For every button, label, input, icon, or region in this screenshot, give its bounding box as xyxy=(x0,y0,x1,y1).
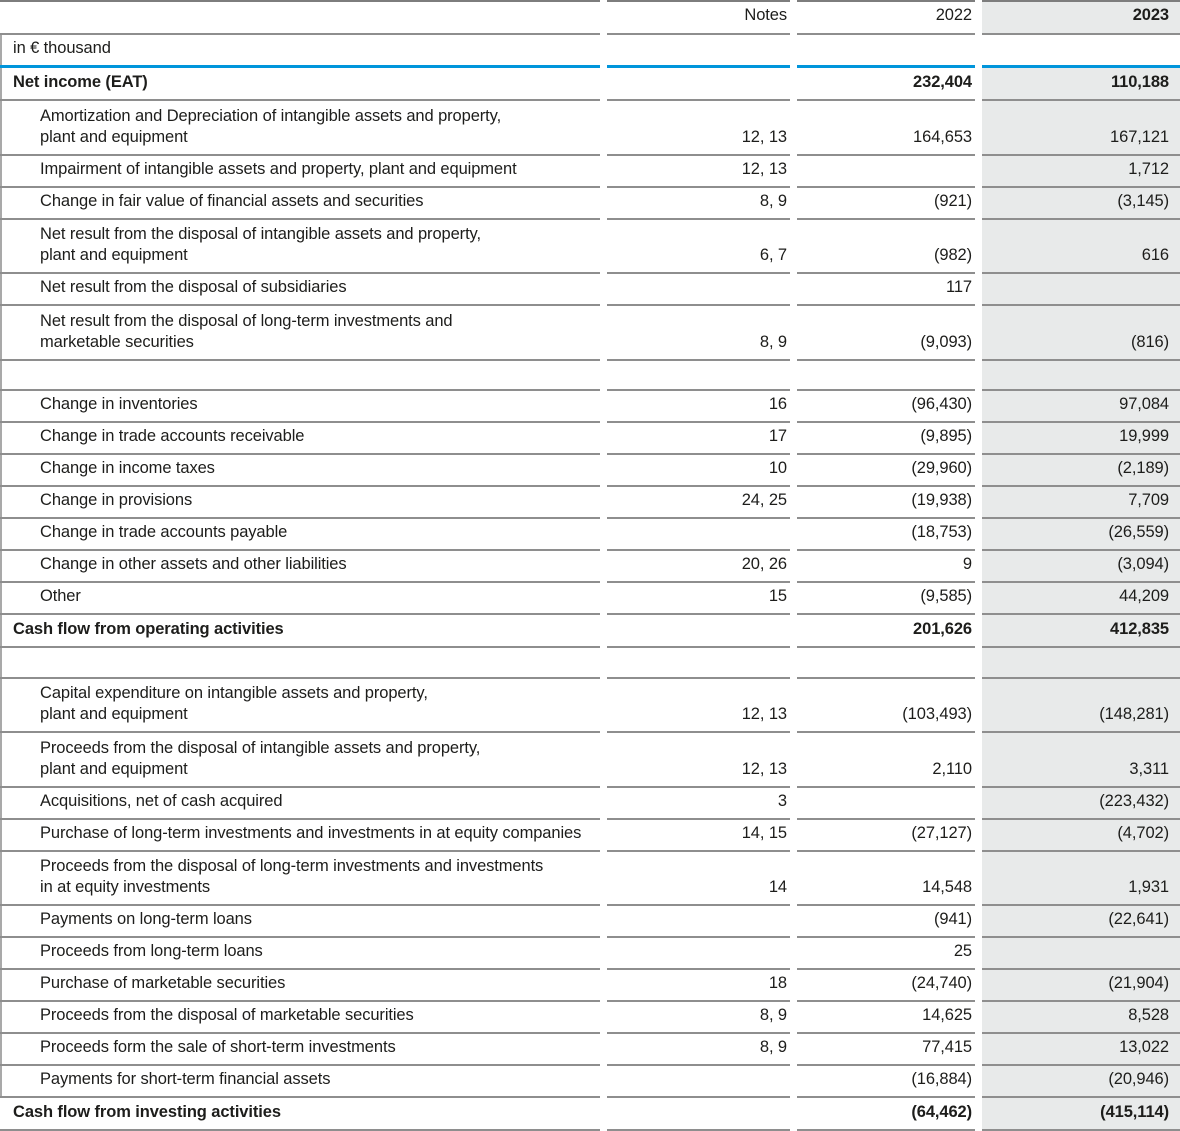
row-value-2022: (29,960) xyxy=(797,455,975,487)
row-label-lines xyxy=(40,738,480,780)
row-notes xyxy=(607,906,790,938)
row-notes: 12, 13 xyxy=(607,156,790,188)
row-label xyxy=(0,306,600,361)
row-notes: 14 xyxy=(607,852,790,907)
row-value-2023: (21,904) xyxy=(982,970,1180,1002)
row-value-2023: 7,709 xyxy=(982,487,1180,519)
row-notes: 12, 13 xyxy=(607,101,790,156)
row-label xyxy=(0,101,600,156)
row-value-2023 xyxy=(982,35,1180,68)
row-label-line: Other xyxy=(40,587,81,606)
row-label-lines xyxy=(40,586,81,607)
table-row xyxy=(0,1034,1180,1066)
row-notes xyxy=(607,68,790,101)
row-label xyxy=(0,1002,600,1034)
row-label-lines xyxy=(40,490,192,511)
table-row xyxy=(0,820,1180,852)
table-row xyxy=(0,733,1180,788)
table-row xyxy=(0,1066,1180,1098)
row-label-line: Acquisitions, net of cash acquired xyxy=(40,791,283,810)
header-notes: Notes xyxy=(607,0,790,35)
row-notes xyxy=(607,938,790,970)
row-notes: 18 xyxy=(607,970,790,1002)
row-value-2023: 616 xyxy=(982,220,1180,275)
row-label-lines xyxy=(40,394,198,415)
row-value-2023 xyxy=(982,361,1180,392)
row-label-line: Net result from the disposal of intangible assets and property, xyxy=(40,225,481,243)
table-row xyxy=(0,423,1180,455)
row-label-lines xyxy=(40,554,347,575)
row-label xyxy=(0,391,600,423)
row-label-line: marketable securities xyxy=(40,332,194,351)
row-value-2022 xyxy=(797,361,975,392)
row-notes xyxy=(607,648,790,679)
row-notes: 8, 9 xyxy=(607,306,790,361)
row-label xyxy=(0,648,600,679)
row-label-line: Change in trade accounts receivable xyxy=(40,427,305,446)
row-label xyxy=(0,455,600,487)
row-notes xyxy=(607,361,790,392)
row-value-2023: (3,145) xyxy=(982,188,1180,220)
row-label xyxy=(0,1034,600,1066)
row-value-2022: (103,493) xyxy=(797,679,975,734)
row-notes: 8, 9 xyxy=(607,188,790,220)
row-label-line: Proceeds from the disposal of intangible assets and property, xyxy=(40,738,481,757)
row-label xyxy=(0,679,600,734)
row-value-2022: 25 xyxy=(797,938,975,970)
table-spacer-row xyxy=(0,648,1180,679)
row-value-2023: 8,528 xyxy=(982,1002,1180,1034)
row-label: in € thousand xyxy=(0,35,600,68)
row-label-line: in at equity investments xyxy=(40,878,211,897)
row-label-lines xyxy=(40,426,304,447)
row-value-2023 xyxy=(982,648,1180,679)
row-label xyxy=(0,487,600,519)
row-notes: 3 xyxy=(607,788,790,820)
row-value-2023: 167,121 xyxy=(982,101,1180,156)
row-notes xyxy=(607,519,790,551)
header-2023: 2023 xyxy=(982,0,1180,35)
row-label-line: Proceeds form the sale of short-term investments xyxy=(40,1038,396,1057)
row-value-2023: 13,022 xyxy=(982,1034,1180,1066)
row-value-2023: 3,311 xyxy=(982,733,1180,788)
row-notes: 14, 15 xyxy=(607,820,790,852)
row-value-2022: 164,653 xyxy=(797,101,975,156)
row-label: Cash flow from operating activities xyxy=(0,615,600,648)
row-label xyxy=(0,788,600,820)
row-value-2022: (921) xyxy=(797,188,975,220)
row-label-lines xyxy=(40,823,581,844)
table-row xyxy=(0,679,1180,734)
row-label-line: Change in income taxes xyxy=(40,459,215,478)
row-value-2023: (3,094) xyxy=(982,551,1180,583)
row-label xyxy=(0,733,600,788)
row-value-2023: 412,835 xyxy=(982,615,1180,648)
row-label-lines xyxy=(40,791,282,812)
row-label-lines xyxy=(40,106,501,148)
row-value-2022: (64,462) xyxy=(797,1098,975,1131)
row-label-lines xyxy=(40,1069,330,1090)
row-label-line: Proceeds from the disposal of long-term investments and investments xyxy=(40,857,544,876)
row-notes: 10 xyxy=(607,455,790,487)
row-label: Net income (EAT) xyxy=(0,68,600,101)
row-label xyxy=(0,970,600,1002)
row-value-2022 xyxy=(797,156,975,188)
row-value-2023: (20,946) xyxy=(982,1066,1180,1098)
row-label-line: Proceeds from long-term loans xyxy=(40,942,263,961)
table-total-row xyxy=(0,68,1180,101)
table-row xyxy=(0,156,1180,188)
row-label xyxy=(0,820,600,852)
table-row xyxy=(0,306,1180,361)
header-2022: 2022 xyxy=(797,0,975,35)
table-row xyxy=(0,188,1180,220)
row-value-2022: 14,548 xyxy=(797,852,975,907)
row-value-2023: (816) xyxy=(982,306,1180,361)
row-value-2022: (27,127) xyxy=(797,820,975,852)
row-label-line: Amortization and Depreciation of intangible assets and property, xyxy=(40,106,502,125)
table-row xyxy=(0,455,1180,487)
row-label: Cash flow from investing activities xyxy=(0,1098,600,1131)
table-row xyxy=(0,101,1180,156)
row-label-line: Net result from the disposal of long-term investments and xyxy=(40,311,453,330)
row-value-2022: 77,415 xyxy=(797,1034,975,1066)
row-label-lines xyxy=(40,909,252,930)
table-spacer-row xyxy=(0,361,1180,392)
table-row xyxy=(0,788,1180,820)
row-value-2023: 44,209 xyxy=(982,583,1180,615)
row-label-line: Change in inventories xyxy=(40,395,198,414)
row-label-line: Change in trade accounts payable xyxy=(40,523,288,542)
row-label-line: plant and equipment xyxy=(40,246,188,264)
row-label-lines xyxy=(40,973,285,994)
row-notes xyxy=(607,274,790,306)
row-value-2023: (26,559) xyxy=(982,519,1180,551)
row-label-lines xyxy=(40,1037,396,1058)
row-value-2022: (16,884) xyxy=(797,1066,975,1098)
row-label xyxy=(0,551,600,583)
table-row xyxy=(0,274,1180,306)
row-notes: 24, 25 xyxy=(607,487,790,519)
row-label-line: Change in provisions xyxy=(40,491,193,510)
row-notes: 8, 9 xyxy=(607,1002,790,1034)
row-label-line: Purchase of long-term investments and investments in at equity companies xyxy=(40,823,582,842)
row-label-line: Purchase of marketable securities xyxy=(40,974,286,993)
row-label-lines xyxy=(40,458,215,479)
row-notes: 8, 9 xyxy=(607,1034,790,1066)
table-row xyxy=(0,551,1180,583)
row-label xyxy=(0,423,600,455)
row-value-2022: (96,430) xyxy=(797,391,975,423)
row-value-2022: (982) xyxy=(797,220,975,275)
row-label xyxy=(0,906,600,938)
row-value-2022: (9,585) xyxy=(797,583,975,615)
row-value-2022: (19,938) xyxy=(797,487,975,519)
row-value-2023: (415,114) xyxy=(982,1098,1180,1131)
row-label xyxy=(0,188,600,220)
table-total-row xyxy=(0,615,1180,648)
row-label xyxy=(0,220,600,275)
row-value-2023 xyxy=(982,938,1180,970)
table-row xyxy=(0,487,1180,519)
row-notes: 20, 26 xyxy=(607,551,790,583)
row-label-lines xyxy=(40,159,517,180)
row-value-2023: 110,188 xyxy=(982,68,1180,101)
row-label xyxy=(0,583,600,615)
row-value-2023: (2,189) xyxy=(982,455,1180,487)
table-row xyxy=(0,220,1180,275)
row-label xyxy=(0,519,600,551)
row-label-lines xyxy=(40,277,347,298)
row-value-2022: 9 xyxy=(797,551,975,583)
row-label-line: Net result from the disposal of subsidiaries xyxy=(40,278,347,296)
row-value-2022: (941) xyxy=(797,906,975,938)
row-label-lines xyxy=(40,1005,414,1026)
row-value-2022: 232,404 xyxy=(797,68,975,101)
row-notes: 15 xyxy=(607,583,790,615)
row-value-2023: 19,999 xyxy=(982,423,1180,455)
row-label-lines xyxy=(40,522,287,543)
row-value-2023: (223,432) xyxy=(982,788,1180,820)
table-row xyxy=(0,35,1180,68)
row-value-2022: (9,093) xyxy=(797,306,975,361)
row-label-line: Change in fair value of financial assets and securities xyxy=(40,191,424,210)
row-label-line: Change in other assets and other liabilities xyxy=(40,555,347,574)
row-label-lines xyxy=(40,856,543,898)
row-label-line: Impairment of intangible assets and property, plant and equipment xyxy=(40,159,517,178)
table-row xyxy=(0,1002,1180,1034)
row-notes: 17 xyxy=(607,423,790,455)
row-notes xyxy=(607,35,790,68)
row-value-2022: 117 xyxy=(797,274,975,306)
row-label-line: plant and equipment xyxy=(40,127,188,146)
row-label-lines xyxy=(40,191,423,212)
table-row xyxy=(0,852,1180,907)
row-value-2023: (4,702) xyxy=(982,820,1180,852)
row-notes: 16 xyxy=(607,391,790,423)
table-row xyxy=(0,906,1180,938)
row-label-lines xyxy=(40,941,263,962)
row-notes xyxy=(607,1098,790,1131)
row-label-line: Proceeds from the disposal of marketable securities xyxy=(40,1006,414,1025)
row-label xyxy=(0,852,600,907)
row-label-line: plant and equipment xyxy=(40,705,188,724)
row-notes xyxy=(607,1066,790,1098)
row-label-lines xyxy=(40,311,453,353)
row-value-2022: 201,626 xyxy=(797,615,975,648)
row-value-2023: (22,641) xyxy=(982,906,1180,938)
row-label xyxy=(0,156,600,188)
row-value-2022: 2,110 xyxy=(797,733,975,788)
table-row xyxy=(0,519,1180,551)
row-value-2022 xyxy=(797,648,975,679)
row-label-line: plant and equipment xyxy=(40,759,188,778)
row-value-2023: 1,712 xyxy=(982,156,1180,188)
row-value-2023 xyxy=(982,274,1180,306)
row-value-2022 xyxy=(797,788,975,820)
table-row xyxy=(0,938,1180,970)
row-notes: 12, 13 xyxy=(607,733,790,788)
row-label xyxy=(0,361,600,392)
table-total-row xyxy=(0,1098,1180,1131)
row-label xyxy=(0,274,600,306)
row-label xyxy=(0,1066,600,1098)
row-value-2022: 14,625 xyxy=(797,1002,975,1034)
row-notes: 6, 7 xyxy=(607,220,790,275)
row-value-2022: (24,740) xyxy=(797,970,975,1002)
row-label-line: Payments on long-term loans xyxy=(40,910,252,929)
row-label-line: Payments for short-term financial assets xyxy=(40,1070,331,1089)
row-label xyxy=(0,938,600,970)
table-header-row xyxy=(0,0,1180,35)
table-body xyxy=(0,35,1180,1131)
row-notes: 12, 13 xyxy=(607,679,790,734)
row-value-2023: 97,084 xyxy=(982,391,1180,423)
row-value-2023: 1,931 xyxy=(982,852,1180,907)
row-label-lines xyxy=(40,683,428,725)
row-value-2023: (148,281) xyxy=(982,679,1180,734)
row-value-2022: (18,753) xyxy=(797,519,975,551)
table-row xyxy=(0,583,1180,615)
row-value-2022 xyxy=(797,35,975,68)
header-label-cell xyxy=(0,0,600,35)
table-row xyxy=(0,391,1180,423)
table-row xyxy=(0,970,1180,1002)
row-label-lines xyxy=(40,224,481,266)
row-value-2022: (9,895) xyxy=(797,423,975,455)
row-label-line: Capital expenditure on intangible assets and property, xyxy=(40,684,428,703)
row-notes xyxy=(607,615,790,648)
